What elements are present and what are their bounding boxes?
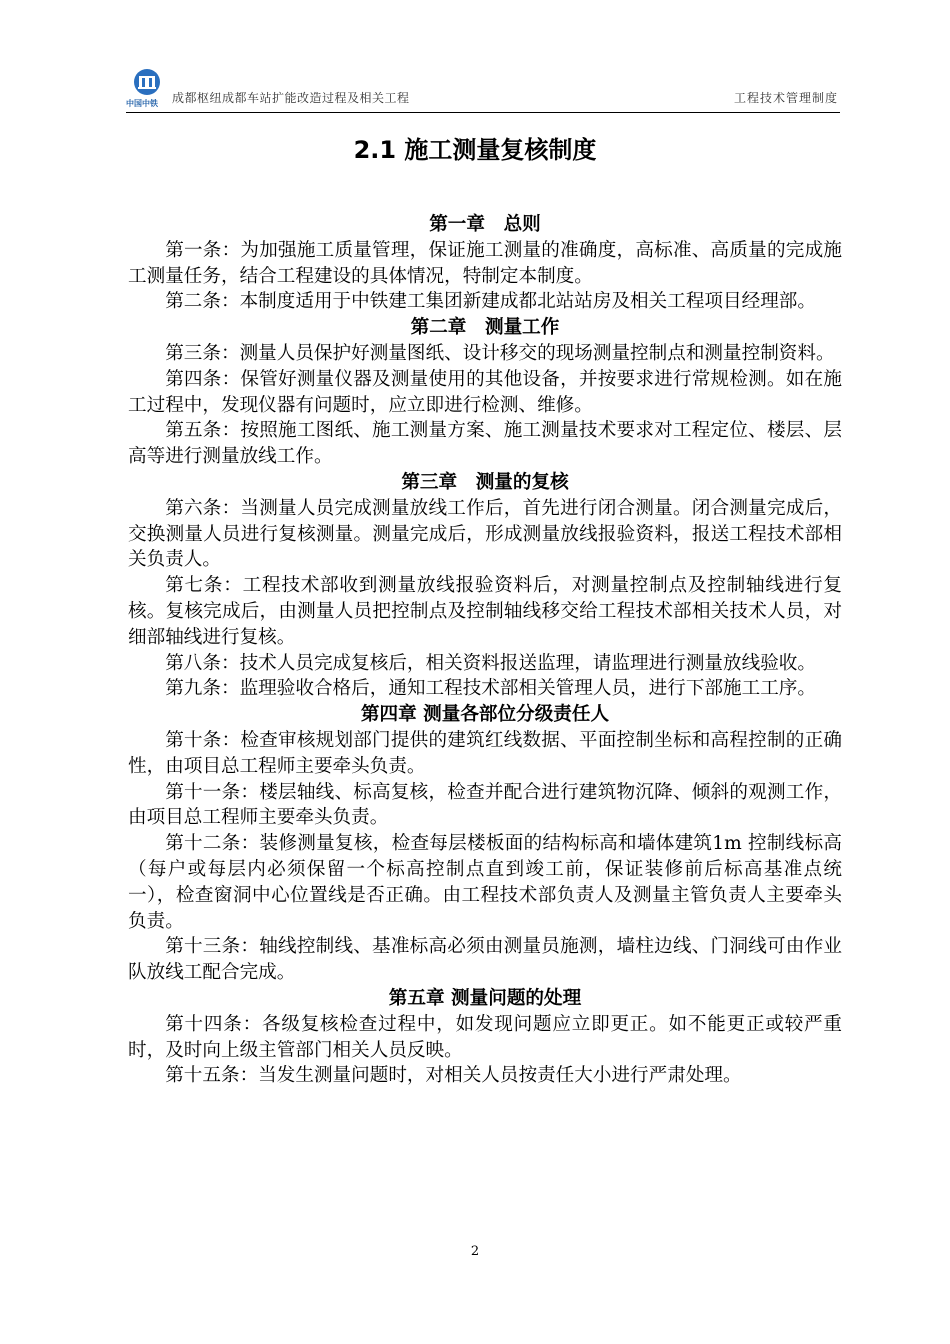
chapter-heading: 第二章 测量工作: [410, 317, 560, 339]
chapter-heading: 第一章 总则: [429, 214, 541, 235]
company-logo: [126, 68, 168, 106]
article-paragraph: 第十五条：当发生测量问题时，对相关人员按责任大小进行严肃处理。: [165, 1065, 742, 1087]
chapter-heading: 第四章 测量各部位分级责任人: [360, 704, 610, 726]
header-doc-type: 工程技术管理制度: [733, 91, 838, 105]
article-paragraph: 第十二条：装修测量复核，检查每层楼板面的结构标高和墙体建筑1m 控制线标高（每户或每层内必须保留一个标高控制点直到竣工前，保证装修前后标高基准点统一），检查窗洞中心位置线是否正确。由工程技术部负责人及测量主管负责人主要牵头负责。: [128, 833, 842, 932]
page-header: [126, 62, 840, 113]
article-paragraph: 第一条：为加强施工质量管理，保证施工测量的准确度，高标准、高质量的完成施工测量任务，结合工程建设的具体情况，特制定本制度。: [128, 239, 842, 287]
document-body: [128, 212, 842, 1089]
article-paragraph: 第七条：工程技术部收到测量放线报验资料后，对测量控制点及控制轴线进行复核。复核完成后，由测量人员把控制点及控制轴线移交给工程技术部相关技术人员，对细部轴线进行复核。: [128, 575, 842, 648]
crec-logo-icon: [126, 68, 168, 98]
article-paragraph: 第十三条：轴线控制线、基准标高必须由测量员施测，墙柱边线、门洞线可由作业队放线工配合完成。: [128, 936, 842, 984]
document-title: 2.1 施工测量复核制度: [353, 136, 597, 164]
article-paragraph: 第八条：技术人员完成复核后，相关资料报送监理，请监理进行测量放线验收。: [165, 652, 816, 674]
chapter-heading: 第三章 测量的复核: [401, 471, 569, 493]
article-paragraph: 第三条：测量人员保护好测量图纸、设计移交的现场测量控制点和测量控制资料。: [165, 342, 835, 364]
chapter-heading: 第五章 测量问题的处理: [388, 987, 582, 1009]
article-paragraph: 第十四条：各级复核检查过程中，如发现问题应立即更正。如不能更正或较严重时，及时向上级主管部门相关人员反映。: [128, 1013, 842, 1061]
logo-text: 中国中铁: [126, 99, 158, 108]
article-paragraph: 第十一条：楼层轴线、标高复核，检查并配合进行建筑物沉降、倾斜的观测工作，由项目总工程师主要牵头负责。: [128, 781, 842, 829]
page-number: 2: [470, 1244, 480, 1259]
article-paragraph: 第六条：当测量人员完成测量放线工作后，首先进行闭合测量。闭合测量完成后，交换测量人员进行复核测量。测量完成后，形成测量放线报验资料，报送工程技术部相关负责人。: [128, 497, 842, 571]
article-paragraph: 第四条：保管好测量仪器及测量使用的其他设备，并按要求进行常规检测。如在施工过程中，发现仪器有问题时，应立即进行检测、维修。: [128, 368, 842, 416]
article-paragraph: 第二条：本制度适用于中铁建工集团新建成都北站站房及相关工程项目经理部。: [165, 291, 816, 313]
article-paragraph: 第九条：监理验收合格后，通知工程技术部相关管理人员，进行下部施工工序。: [165, 678, 816, 700]
article-paragraph: 第五条：按照施工图纸、施工测量方案、施工测量技术要求对工程定位、楼层、层高等进行测量放线工作。: [128, 420, 842, 468]
article-paragraph: 第十条：检查审核规划部门提供的建筑红线数据、平面控制坐标和高程控制的正确性，由项目总工程师主要牵头负责。: [128, 729, 842, 777]
header-project-name: 成都枢纽成都车站扩能改造过程及相关工程: [172, 91, 410, 105]
